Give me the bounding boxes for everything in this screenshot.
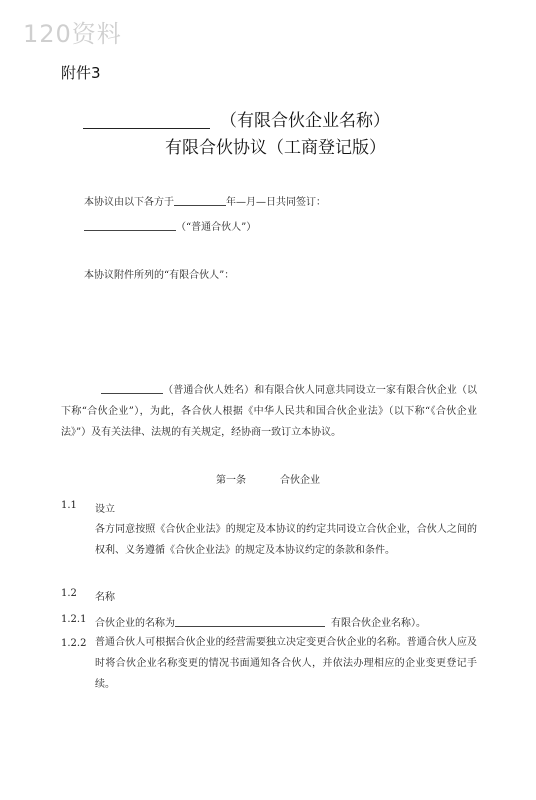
company-name-blank — [83, 111, 210, 129]
gp-name-blank-2 — [101, 383, 163, 394]
company-name-text-before: 合伙企业的名称为 — [95, 618, 175, 629]
company-name-text-after: 有限合伙企业名称）。 — [331, 618, 426, 629]
preamble-text: （普通合伙人姓名）和有限合伙人同意共同设立一家有限合伙企业（以下称“合伙企业”），为此，各合伙人根据《中华人民共和国合伙企业法》（以下称“《合伙企业法》”）及有关法律、法规的有关规定，经协商一致订立本协议。 — [61, 385, 477, 438]
clause-1-2-2-text: 普通合伙人可根据合伙企业的经营需要独立决定变更合伙企业的名称。普通合伙人应及时将合伙企业名称变更的情况书面通知各合伙人，并依法办理相应的企业变更登记手续。 — [95, 637, 477, 690]
clause-1-2-2-number: 1.2.2 — [61, 638, 87, 649]
attachment-label: 附件3 — [61, 64, 101, 82]
gp-label: （“普通合伙人”） — [176, 222, 257, 233]
year-blank — [174, 195, 226, 206]
signing-text-before: 本协议由以下各方于 — [84, 197, 174, 208]
watermark: 120资料 — [23, 20, 122, 48]
article-title: 合伙企业 — [280, 475, 320, 486]
general-partner-line — [84, 218, 256, 233]
company-name-field-blank — [175, 616, 325, 627]
signing-text-after: 年—月—日共同签订： — [226, 197, 326, 208]
document-title-line2: 有限合伙协议（工商登记版） — [165, 138, 386, 158]
gp-name-blank — [84, 220, 176, 231]
clause-1-1-text: 各方同意按照《合伙企业法》的规定及本协议的约定共同设立合伙企业，合伙人之间的权利、义务遵循《合伙企业法》的规定及本协议约定的条款和条件。 — [95, 524, 477, 556]
clause-1-2-number: 1.2 — [61, 588, 77, 599]
clause-1-2-1-text — [95, 614, 426, 629]
title-line1-text: （有限合伙企业名称） — [220, 111, 390, 131]
signing-date-line — [84, 193, 326, 208]
article-number: 第一条 — [216, 475, 246, 486]
clause-1-1-number: 1.1 — [61, 500, 77, 511]
preamble-paragraph — [61, 380, 477, 443]
clause-1-2-title: 名称 — [95, 592, 115, 603]
document-title-line1 — [83, 106, 503, 131]
clause-1-1-title: 设立 — [95, 504, 115, 515]
article-heading — [0, 471, 536, 486]
clause-1-2-1-number: 1.2.1 — [61, 614, 87, 625]
limited-partner-intro: 本协议附件所列的“有限合伙人”： — [84, 270, 235, 281]
